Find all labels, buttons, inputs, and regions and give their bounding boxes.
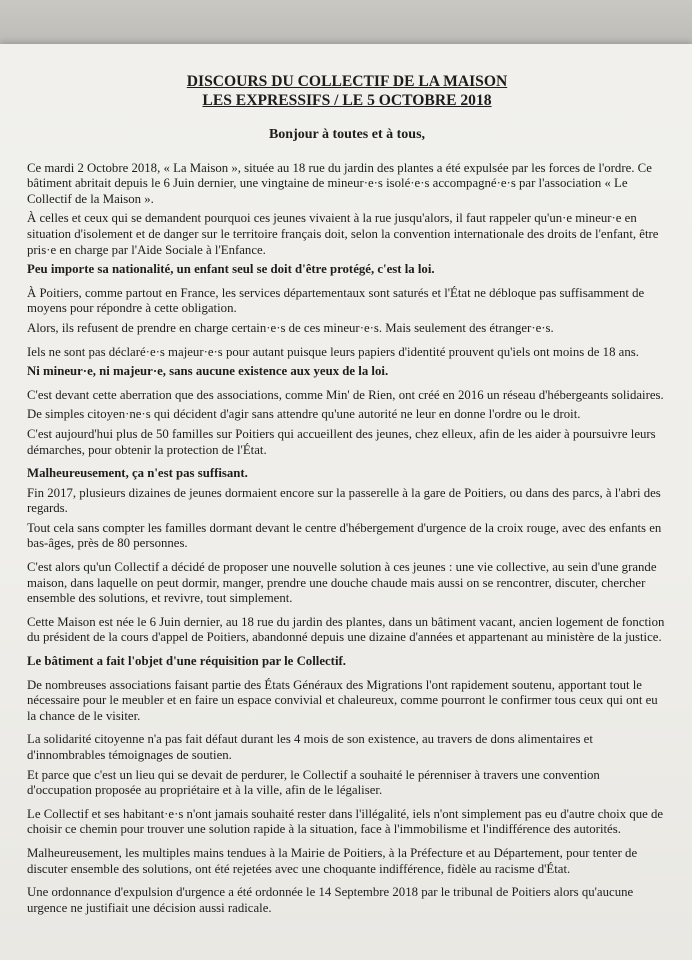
paragraph: Cette Maison est née le 6 Juin dernier, au 18 rue du jardin des plantes, dans un bâtiment vacant, ancien logement de fonction du président de la cours d'appel de Poitiers, abandonné depuis une dizaine d'années et appartenant au ministère de la justice. bbox=[27, 614, 665, 645]
paragraph: Fin 2017, plusieurs dizaines de jeunes dormaient encore sur la passerelle à la gare de Poitiers, ou dans des parcs, à l'abri des regards. bbox=[27, 485, 661, 516]
paragraph: C'est aujourd'hui plus de 50 familles sur Poitiers qui accueillent des jeunes, chez elleux, afin de les aider à poursuivre leurs démarches, pour obtenir la protection de l'État. bbox=[27, 426, 656, 457]
paragraph: De nombreuses associations faisant partie des États Généraux des Migrations l'ont rapidement soutenu, apportant tout le nécessaire pour le meubler et en faire un espace convivial et chaleureux, comme pourront le confirmer tous ceux qui ont eu la chance de le visiter. bbox=[27, 677, 658, 723]
background-surface bbox=[0, 0, 692, 44]
title-line-1: DISCOURS DU COLLECTIF DE LA MAISON bbox=[186, 73, 508, 90]
paragraph: À Poitiers, comme partout en France, les services départementaux sont saturés et l'État ne débloque pas suffisamment de moyens pour répondre à cette obligation. bbox=[27, 285, 645, 316]
paper-sheet bbox=[0, 44, 692, 960]
paragraph: C'est alors qu'un Collectif a décidé de proposer une nouvelle solution à ces jeunes : une vie collective, au sein d'une grande maison, dans laquelle on peut dormir, manger, prendre une douche chaude mais aussi on se rencontrer, discuter, chercher ensemble des solutions, et revivre, tout simplement. bbox=[27, 560, 657, 606]
paragraph: Malheureusement, ça n'est pas suffisant. bbox=[27, 466, 248, 481]
title-line-2: LES EXPRESSIFS / LE 5 OCTOBRE 2018 bbox=[202, 92, 492, 109]
paragraph: Ce mardi 2 Octobre 2018, « La Maison », située au 18 rue du jardin des plantes a été expulsée par les forces de l'ordre. Ce bâtiment abritait depuis le 6 Juin dernier, une vingtaine de mineur·e·s isolé·e·s accompagné·e·s par l'association « Le Collectif de la Maison ». bbox=[27, 160, 652, 206]
paragraph: Peu importe sa nationalité, un enfant seul se doit d'être protégé, c'est la loi. bbox=[27, 262, 435, 277]
paragraph: Alors, ils refusent de prendre en charge certain·e·s de ces mineur·e·s. Mais seulement des étranger·e·s. bbox=[27, 320, 554, 335]
paragraph: C'est devant cette aberration que des associations, comme Min' de Rien, ont créé en 2016 un réseau d'hébergeants solidaires. bbox=[27, 387, 664, 402]
paragraph: Ni mineur·e, ni majeur·e, sans aucune existence aux yeux de la loi. bbox=[27, 364, 389, 379]
paragraph: Tout cela sans compter les familles dormant devant le centre d'hébergement d'urgence de la croix rouge, avec des enfants en bas-âges, près de 80 personnes. bbox=[27, 520, 662, 551]
greeting: Bonjour à toutes et à tous, bbox=[268, 127, 426, 142]
paragraph: Malheureusement, les multiples mains tendues à la Mairie de Poitiers, à la Préfecture et au Département, pour tenter de discuter ensemble des solutions, ont été rejetées avec une choquante indifférence, fidèle au racisme d'État. bbox=[27, 845, 638, 876]
paragraph: De simples citoyen·ne·s qui décident d'agir sans attendre qu'une autorité ne leur en donne l'ordre ou le droit. bbox=[27, 407, 581, 422]
paragraph: Iels ne sont pas déclaré·e·s majeur·e·s pour autant puisque leurs papiers d'identité prouvent qu'iels ont moins de 18 ans. bbox=[27, 344, 639, 359]
paragraph: À celles et ceux qui se demandent pourquoi ces jeunes vivaient à la rue jusqu'alors, il faut rappeler qu'un·e mineur·e en situation d'isolement et de danger sur le territoire français doit, selon la convention internationale des droits de l'enfant, être pris·e en charge par l'Aide Sociale à l'Enfance. bbox=[27, 211, 659, 257]
paragraph: Le bâtiment a fait l'objet d'une réquisition par le Collectif. bbox=[27, 654, 346, 669]
document-body bbox=[27, 72, 667, 920]
paragraph: Le Collectif et ses habitant·e·s n'ont jamais souhaité rester dans l'illégalité, iels n'ont simplement pas eu d'autre choix que de choisir ce chemin pour trouver une solution rapide à la situation, face à l'immobilisme et l'indifférence des autorités. bbox=[27, 806, 664, 837]
paragraph: Et parce que c'est un lieu qui se devait de perdurer, le Collectif a souhaité le pérenniser à travers une convention d'occupation proposée au propriétaire et à la ville, afin de le légaliser. bbox=[27, 767, 600, 798]
paragraph: Une ordonnance d'expulsion d'urgence a été ordonnée le 14 Septembre 2018 par le tribunal de Poitiers alors qu'aucune urgence ne justifiait une décision aussi radicale. bbox=[27, 885, 634, 915]
paragraph-list bbox=[27, 161, 667, 917]
paragraph: La solidarité citoyenne n'a pas fait défaut durant les 4 mois de son existence, au travers de dons alimentaires et d'innombrables témoignages de soutien. bbox=[27, 732, 593, 762]
document-title bbox=[27, 72, 667, 110]
